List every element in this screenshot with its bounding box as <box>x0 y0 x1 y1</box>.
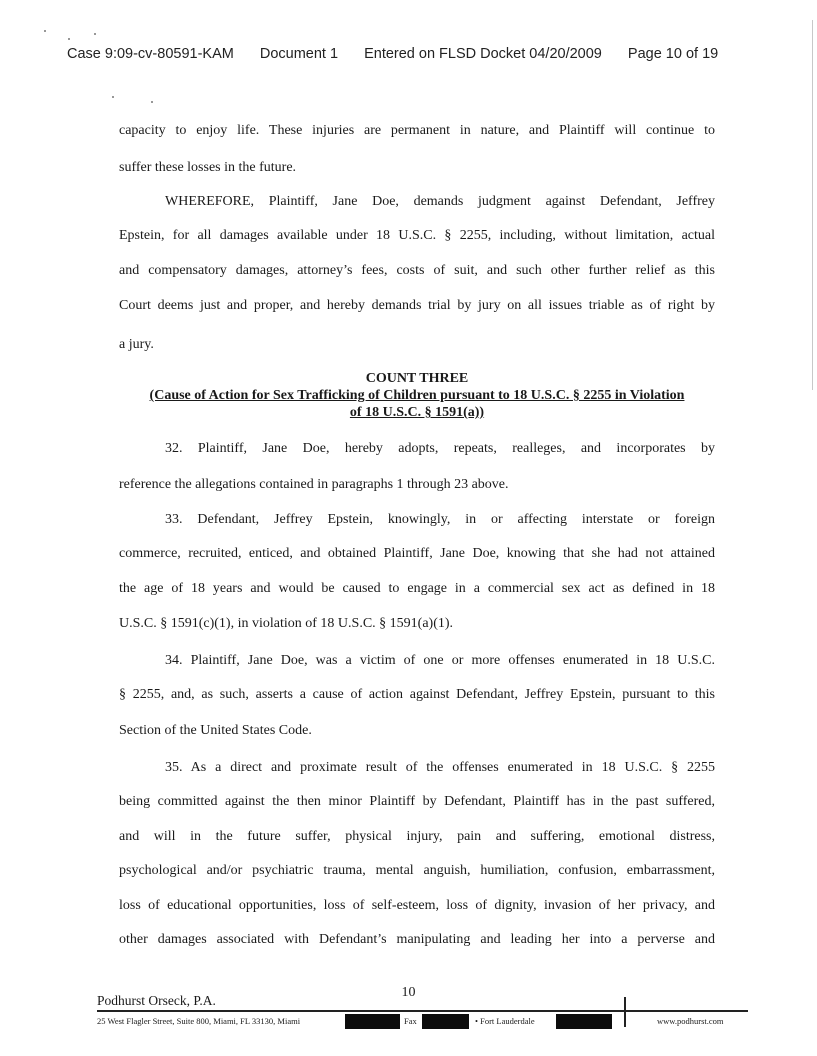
body-line: psychological and/or psychiatric trauma, mental anguish, humiliation, confusion, embarrassment, <box>119 863 715 878</box>
body-line: and compensatory damages, attorney’s fees, costs of suit, and such other further relief as this <box>119 263 715 278</box>
body-line: WHEREFORE, Plaintiff, Jane Doe, demands judgment against Defendant, Jeffrey <box>165 194 715 209</box>
footer-rule <box>97 1010 748 1012</box>
firm-name: Podhurst Orseck, P.A. <box>97 993 216 1008</box>
case-header <box>67 46 718 62</box>
body-line: U.S.C. § 1591(c)(1), in violation of 18 U.S.C. § 1591(a)(1). <box>119 616 454 631</box>
body-line: § 2255, and, as such, asserts a cause of action against Defendant, Jeffrey Epstein, pursuant to this <box>119 687 715 702</box>
body-line: 32. Plaintiff, Jane Doe, hereby adopts, repeats, realleges, and incorporates by <box>165 441 715 456</box>
footer-fort-lauderdale: • Fort Lauderdale <box>475 1016 535 1026</box>
body-line: 33. Defendant, Jeffrey Epstein, knowingly, in or affecting interstate or foreign <box>165 512 715 527</box>
scan-speck <box>44 30 46 32</box>
body-line: a jury. <box>119 337 154 352</box>
scan-speck <box>151 101 153 103</box>
body-line: 35. As a direct and proximate result of the offenses enumerated in 18 U.S.C. § 2255 <box>165 760 715 775</box>
redaction-block <box>345 1014 400 1029</box>
body-line: Epstein, for all damages available under 18 U.S.C. § 2255, including, without limitation, actual <box>119 228 715 243</box>
scan-speck <box>94 33 96 35</box>
page-indicator: Page 10 of 19 <box>627 46 719 62</box>
footer-contact-row <box>97 1016 748 1030</box>
footer-address: 25 West Flagler Street, Suite 800, Miami, FL 33130, Miami <box>97 1016 301 1026</box>
redaction-block <box>422 1014 469 1029</box>
body-line: the age of 18 years and would be caused to engage in a commercial sex act as defined in 18 <box>119 581 715 596</box>
body-line: capacity to enjoy life. These injuries are permanent in nature, and Plaintiff will continue to <box>119 123 715 138</box>
body-line: suffer these losses in the future. <box>119 160 297 175</box>
body-line: commerce, recruited, enticed, and obtained Plaintiff, Jane Doe, knowing that she had not attained <box>119 546 715 561</box>
docket-entry: Entered on FLSD Docket 04/20/2009 <box>364 46 602 62</box>
count-subtitle: (Cause of Action for Sex Trafficking of Children pursuant to 18 U.S.C. § 2255 in Violation <box>149 388 685 403</box>
body-line: 34. Plaintiff, Jane Doe, was a victim of one or more offenses enumerated in 18 U.S.C. <box>165 653 715 668</box>
footer-fax-label: Fax <box>404 1016 417 1026</box>
page-number: 10 <box>401 985 416 1000</box>
body-line: other damages associated with Defendant’s manipulating and leading her into a perverse and <box>119 932 715 947</box>
redaction-block <box>556 1014 612 1029</box>
body-line: reference the allegations contained in paragraphs 1 through 23 above. <box>119 477 509 492</box>
count-subtitle: of 18 U.S.C. § 1591(a)) <box>349 405 485 420</box>
body-line: and will in the future suffer, physical injury, pain and suffering, emotional distress, <box>119 829 715 844</box>
body-line: loss of educational opportunities, loss of self-esteem, loss of dignity, invasion of her privacy, and <box>119 898 715 913</box>
count-title: COUNT THREE <box>365 371 469 386</box>
scan-edge-line <box>812 20 813 390</box>
scan-speck <box>112 96 114 98</box>
case-number: Case 9:09-cv-80591-KAM <box>67 46 234 62</box>
body-line: Section of the United States Code. <box>119 723 312 738</box>
document-number: Document 1 <box>259 46 339 62</box>
body-line: being committed against the then minor Plaintiff by Defendant, Plaintiff has in the past suffered, <box>119 794 715 809</box>
scan-speck <box>68 38 70 40</box>
footer-website: www.podhurst.com <box>657 1016 724 1026</box>
body-line: Court deems just and proper, and hereby demands trial by jury on all issues triable as of right by <box>119 298 715 313</box>
